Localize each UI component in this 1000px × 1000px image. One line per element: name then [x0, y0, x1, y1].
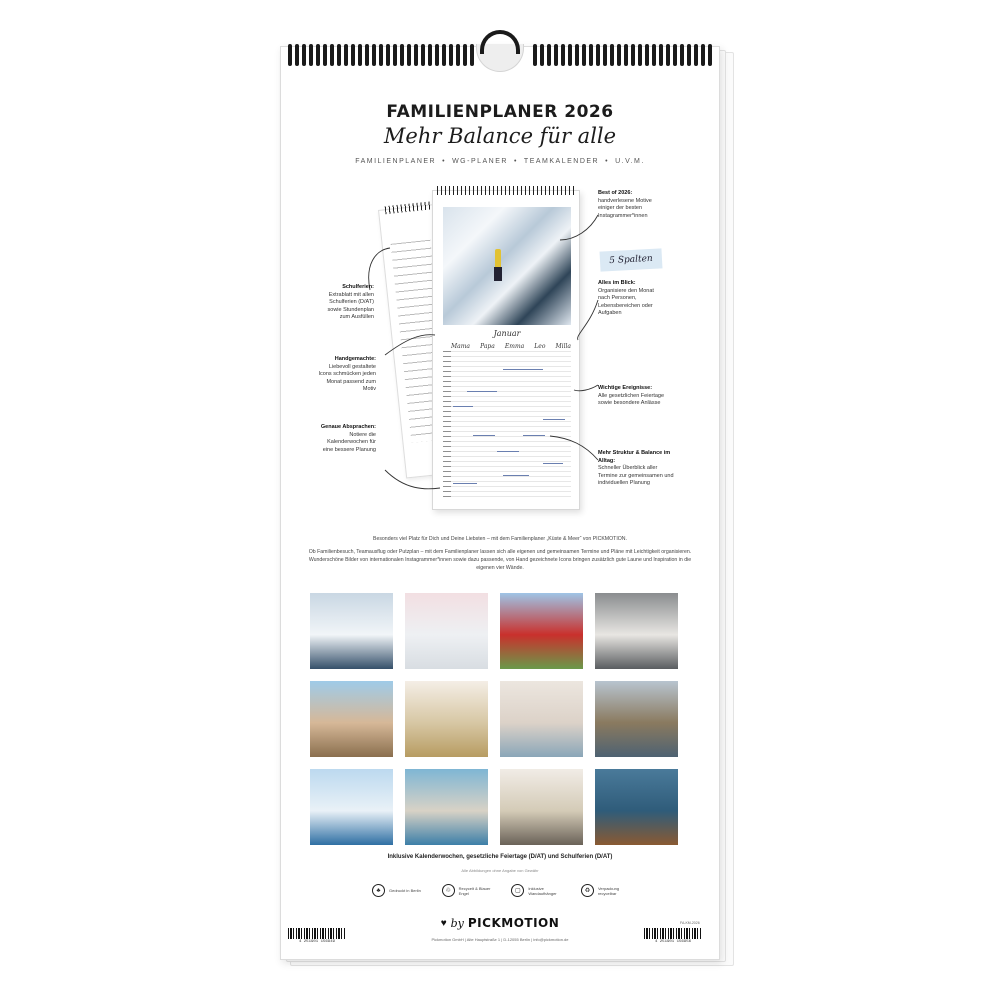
binding-coil: [645, 44, 649, 66]
binding-coil: [624, 44, 628, 66]
binding-coil: [414, 44, 418, 66]
binding-coil: [442, 44, 446, 66]
binding-coil: [680, 44, 684, 66]
heart-icon: ♥: [440, 917, 447, 929]
binding-coil: [470, 44, 474, 66]
binding-coil: [561, 44, 565, 66]
brand-name: PICKMOTION: [467, 916, 560, 930]
calendar-subtitle: Mehr Balance für alle: [383, 124, 617, 148]
column-header: Emma: [504, 343, 525, 350]
binding-coil: [463, 44, 467, 66]
barcode-right: [644, 928, 702, 939]
handwritten-entry: [503, 369, 543, 370]
handwritten-entry: [523, 435, 545, 436]
handwritten-entry: [543, 419, 565, 420]
annotation-title: Schulferien:: [342, 284, 374, 290]
feature-label: Inklusive Wandaufhänger: [528, 885, 557, 896]
tagline: U.V.M.: [615, 158, 645, 165]
binding-coil: [673, 44, 677, 66]
column-headers: [451, 343, 571, 350]
handwritten-entry: [453, 483, 477, 484]
binding-coil: [288, 44, 292, 66]
features-line: Inklusive Kalenderwochen, gesetzliche Feiertage (D/AT) und Schulferien (D/AT): [387, 854, 613, 860]
annotation-text: handverlesene Motive einiger der besten Instagrammer*innen: [598, 197, 652, 219]
annotation-text: Organisiere den Monat nach Personen, Lebensbereichen oder Aufgaben: [598, 287, 654, 316]
binding-coil: [708, 44, 712, 66]
annotation-title: Wichtige Ereignisse:: [598, 385, 653, 391]
binding-coil: [547, 44, 551, 66]
barcode-left: [288, 928, 346, 939]
binding-coil: [323, 44, 327, 66]
binding-coil: [344, 44, 348, 66]
annotation-genaue: [318, 424, 376, 454]
binding-coil: [309, 44, 313, 66]
annotation-title: Mehr Struktur & Balance im Alltag:: [598, 450, 671, 464]
wire-binding: [280, 30, 720, 70]
month-thumbnail: [595, 593, 678, 669]
feature-label: Recycelt & Blauer Engel: [458, 885, 491, 896]
binding-coil: [379, 44, 383, 66]
binding-coil: [694, 44, 698, 66]
column-header: Mama: [451, 343, 470, 350]
person-on-ice: [495, 249, 501, 269]
column-header: Milla: [555, 343, 571, 350]
mini-binding: [437, 186, 577, 195]
annotation-text: Schneller Überblick aller Termine zur gemeinsamen und individuellen Planung: [598, 465, 674, 486]
binding-coil: [652, 44, 656, 66]
publisher-address: Pickmotion GmbH | Alte Hauptstraße 1 | D-12055 Berlin | info@pickmotion.de: [431, 937, 569, 942]
binding-coil: [666, 44, 670, 66]
month-thumbnail: [500, 593, 583, 669]
recycle-icon: ♻: [581, 884, 594, 897]
recycle-paper-icon: ♲: [442, 884, 455, 897]
binding-coil: [659, 44, 663, 66]
month-thumbnail: [500, 681, 583, 757]
hanger-icon: ▢: [511, 884, 524, 897]
binding-coil: [589, 44, 593, 66]
leaf-icon: ♣: [372, 884, 385, 897]
feature-item: [511, 884, 562, 897]
brand-logo: [420, 916, 580, 930]
handwritten-entry: [473, 435, 495, 436]
tagline-row: [280, 158, 720, 165]
annotation-title: Handgemachte:: [334, 356, 376, 362]
tagline: FAMILIENPLANER: [355, 158, 437, 165]
binding-coil: [568, 44, 572, 66]
day-numbers: [443, 351, 451, 501]
separator-dot: •: [513, 158, 518, 165]
description-intro: Besonders viel Platz für Dich und Deine Liebsten – mit dem Familienplaner „Küste & Meer“ von PICKMOTION.: [372, 536, 627, 542]
binding-coil: [701, 44, 705, 66]
binding-coil: [631, 44, 635, 66]
binding-coil: [435, 44, 439, 66]
binding-coil: [554, 44, 558, 66]
annotation-text: Liebevoll gestaltete Icons schmücken jeden Monat passend zum Motiv: [318, 363, 376, 392]
annotation-text: Extrablatt mit allen Schulferien (D/AT) sowie Stundenplan zum Ausfüllen: [327, 291, 374, 320]
binding-coil: [351, 44, 355, 66]
month-thumbnail: [310, 681, 393, 757]
binding-coil: [540, 44, 544, 66]
tagline: TEAMKALENDER: [523, 158, 600, 165]
column-header: Leo: [534, 343, 546, 350]
feature-item: [442, 884, 493, 897]
sustainability-icons: [372, 884, 632, 897]
handwritten-entry: [467, 391, 497, 392]
month-thumbnail: [405, 593, 488, 669]
annotation-text: Alle gesetzlichen Feiertage sowie besondere Anlässe: [598, 392, 665, 406]
binding-coil: [449, 44, 453, 66]
month-name: Januar: [493, 329, 521, 338]
binding-coil: [372, 44, 376, 66]
handwritten-entry: [453, 406, 473, 407]
month-thumbnail-grid: [310, 593, 680, 843]
binding-coil: [617, 44, 621, 66]
binding-coil: [330, 44, 334, 66]
separator-dot: •: [605, 158, 610, 165]
month-thumbnail: [500, 769, 583, 845]
feature-item: [581, 884, 632, 897]
binding-coil: [421, 44, 425, 66]
binding-coil: [575, 44, 579, 66]
binding-coil: [407, 44, 411, 66]
month-thumbnail: [405, 769, 488, 845]
binding-coil: [393, 44, 397, 66]
columns-badge: 5 Spalten: [600, 248, 663, 271]
annotation-handgemacht: [318, 356, 376, 394]
brand-by: by: [450, 916, 464, 930]
handwritten-entry: [543, 463, 563, 464]
day-grid: [443, 351, 571, 501]
month-photo: [443, 207, 571, 325]
feature-label: Verpackung recycelbar: [597, 885, 620, 896]
month-thumbnail: [595, 769, 678, 845]
binding-coil: [638, 44, 642, 66]
month-thumbnail: [595, 681, 678, 757]
feature-label: Gedruckt in Berlin: [389, 888, 421, 893]
annotation-title: Best of 2026:: [598, 190, 633, 196]
handwritten-entry: [497, 451, 519, 452]
binding-coil: [456, 44, 460, 66]
binding-coil: [365, 44, 369, 66]
binding-coil: [400, 44, 404, 66]
binding-coil: [596, 44, 600, 66]
binding-coil: [582, 44, 586, 66]
annotation-title: Genaue Absprachen:: [320, 424, 376, 430]
barcode-number: 4 251901 156956: [654, 940, 691, 944]
binding-coil: [316, 44, 320, 66]
binding-coil: [428, 44, 432, 66]
calendar-title: FAMILIENPLANER 2026: [386, 102, 614, 122]
annotation-alles: [598, 280, 666, 318]
binding-coil: [358, 44, 362, 66]
binding-coil: [610, 44, 614, 66]
annotation-best: [598, 190, 666, 220]
binding-coil: [302, 44, 306, 66]
month-thumbnail: [405, 681, 488, 757]
annotation-wichtige: [598, 385, 666, 408]
product-code: FA-KM-2026: [680, 921, 700, 925]
binding-coil: [687, 44, 691, 66]
disclaimer-note: Alle Abbildungen ohne Angabe von Gewähr: [461, 868, 539, 873]
annotation-text: Notiere die Kalenderwochen für eine bessere Planung: [322, 431, 376, 453]
month-thumbnail: [310, 593, 393, 669]
tagline: WG-PLANER: [452, 158, 508, 165]
month-page-preview: [432, 190, 580, 510]
annotation-title: Alles im Blick:: [598, 280, 636, 286]
annotation-struktur: [598, 450, 678, 488]
binding-coil: [533, 44, 537, 66]
handwritten-entry: [503, 475, 529, 476]
binding-coil: [603, 44, 607, 66]
annotation-schulferien: [318, 284, 374, 322]
feature-item: [372, 884, 423, 897]
description-body: Ob Familienbesuch, Teamausflug oder Putzplan – mit dem Familienplaner lassen sich alle eigenen und gemeinsamen Termine und Pläne mit Leichtigkeit organisieren. Wunderschöne Bilder von internationalen Instagrammer*innen sowie dazu passende, von Hand gezeichnete Icons bringen zusätzlich gute Laune und Inspiration in die eigenen vier Wände.: [308, 549, 692, 571]
wire-hanger: [480, 30, 520, 54]
binding-coil: [337, 44, 341, 66]
column-header: Papa: [480, 343, 495, 350]
month-thumbnail: [310, 769, 393, 845]
binding-coil: [295, 44, 299, 66]
barcode-number: 4 251901 156949: [298, 940, 335, 944]
binding-coil: [386, 44, 390, 66]
separator-dot: •: [442, 158, 447, 165]
